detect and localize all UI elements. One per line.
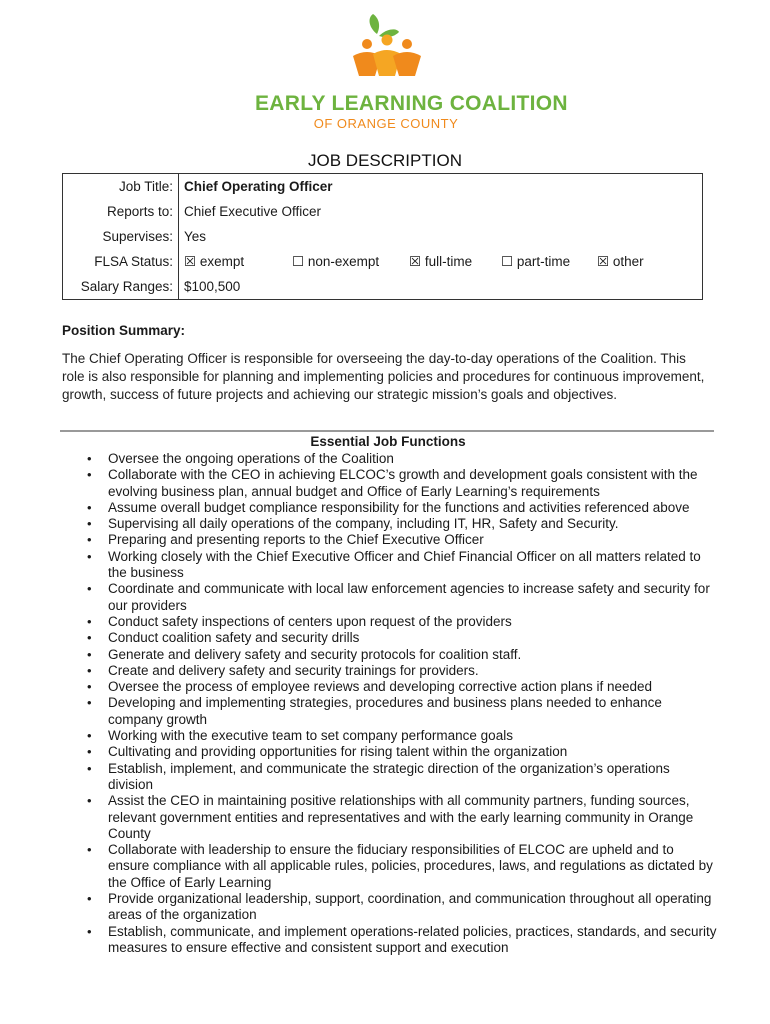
flsa-option-label: exempt bbox=[199, 253, 245, 269]
flsa-option-part-time bbox=[501, 254, 597, 270]
supervises-value: Yes bbox=[179, 224, 703, 249]
flsa-option-full-time bbox=[409, 254, 501, 270]
list-item: • Developing and implementing strategies, procedures and business plans needed to enhance company growth bbox=[108, 695, 718, 728]
position-summary-heading: Position Summary: bbox=[62, 323, 186, 338]
list-item: • Conduct coalition safety and security drills bbox=[108, 630, 718, 646]
reports-to-label: Reports to: bbox=[63, 199, 179, 224]
list-item: • Generate and delivery safety and security protocols for coalition staff. bbox=[108, 647, 718, 663]
list-item: • Conduct safety inspections of centers upon request of the providers bbox=[108, 614, 718, 630]
list-item: • Preparing and presenting reports to the Chief Executive Officer bbox=[108, 532, 718, 548]
list-item: • Create and delivery safety and security trainings for providers. bbox=[108, 663, 718, 679]
list-item: • Oversee the process of employee reviews and developing corrective action plans if needed bbox=[108, 679, 718, 695]
list-item: • Provide organizational leadership, support, coordination, and communication throughout all operating areas of the organization bbox=[108, 891, 718, 924]
checkbox-unchecked-icon: ☐ bbox=[501, 253, 514, 269]
section-divider bbox=[60, 430, 714, 432]
flsa-option-label: part-time bbox=[516, 253, 571, 269]
position-summary-text: The Chief Operating Officer is responsible for overseeing the day-to-day operations of the Coalition. This role is also responsible for planning and implementing policies and procedures for continuous improvement, growth, success of future projects and achieving our strategic mission’s goals and objectives. bbox=[62, 351, 705, 402]
essential-functions-list bbox=[108, 451, 718, 956]
flsa-option-label: full-time bbox=[424, 253, 473, 269]
checkbox-checked-icon: ☒ bbox=[409, 253, 422, 269]
job-title-value: Chief Operating Officer bbox=[179, 174, 703, 200]
page-title: JOB DESCRIPTION bbox=[308, 151, 462, 170]
checkbox-checked-icon: ☒ bbox=[597, 253, 610, 269]
logo-subtitle: OF ORANGE COUNTY bbox=[313, 116, 459, 131]
list-item: • Collaborate with the CEO in achieving ELCOC’s growth and development goals consistent with the evolving business plan, annual budget and Office of Early Learning’s requirements bbox=[108, 467, 718, 500]
list-item: • Working closely with the Chief Executive Officer and Chief Financial Officer on all matters related to the business bbox=[108, 549, 718, 582]
list-item: • Establish, communicate, and implement operations-related policies, practices, standards, and security measures to ensure effective and consistent support and execution bbox=[108, 924, 718, 957]
flsa-option-label: other bbox=[612, 253, 644, 269]
list-item: • Assume overall budget compliance responsibility for the functions and activities referenced above bbox=[108, 500, 718, 516]
flsa-status-label: FLSA Status: bbox=[63, 249, 179, 274]
checkbox-checked-icon: ☒ bbox=[184, 253, 197, 269]
flsa-option-other bbox=[597, 254, 644, 270]
flsa-status-options bbox=[179, 249, 703, 274]
salary-ranges-label: Salary Ranges: bbox=[63, 274, 179, 300]
list-item: • Establish, implement, and communicate the strategic direction of the organization’s operations division bbox=[108, 761, 718, 794]
checkbox-unchecked-icon: ☐ bbox=[292, 253, 305, 269]
list-item: • Coordinate and communicate with local law enforcement agencies to increase safety and security for our providers bbox=[108, 581, 718, 614]
logo-figures-icon bbox=[347, 10, 427, 82]
list-item: • Supervising all daily operations of the company, including IT, HR, Safety and Security. bbox=[108, 516, 718, 532]
list-item: • Cultivating and providing opportunities for rising talent within the organization bbox=[108, 744, 718, 760]
organization-logo bbox=[255, 10, 568, 131]
flsa-option-exempt bbox=[184, 254, 292, 270]
flsa-option-non-exempt bbox=[292, 254, 409, 270]
reports-to-value: Chief Executive Officer bbox=[179, 199, 703, 224]
job-title-label: Job Title: bbox=[63, 174, 179, 200]
logo-title: EARLY LEARNING COALITION bbox=[255, 92, 568, 115]
list-item: • Working with the executive team to set company performance goals bbox=[108, 728, 718, 744]
essential-functions-heading: Essential Job Functions bbox=[310, 434, 466, 449]
list-item: • Collaborate with leadership to ensure the fiduciary responsibilities of ELCOC are upheld and to ensure compliance with all applicable rules, policies, procedures, laws, and regulations as dictated by the Office of Early Learning bbox=[108, 842, 718, 891]
supervises-label: Supervises: bbox=[63, 224, 179, 249]
job-info-table bbox=[62, 173, 703, 300]
flsa-option-label: non-exempt bbox=[307, 253, 380, 269]
list-item: • Oversee the ongoing operations of the Coalition bbox=[108, 451, 718, 467]
salary-ranges-value: $100,500 bbox=[179, 274, 703, 300]
list-item: • Assist the CEO in maintaining positive relationships with all community partners, funding sources, relevant government entities and representatives and with the early learning community in Orange County bbox=[108, 793, 718, 842]
